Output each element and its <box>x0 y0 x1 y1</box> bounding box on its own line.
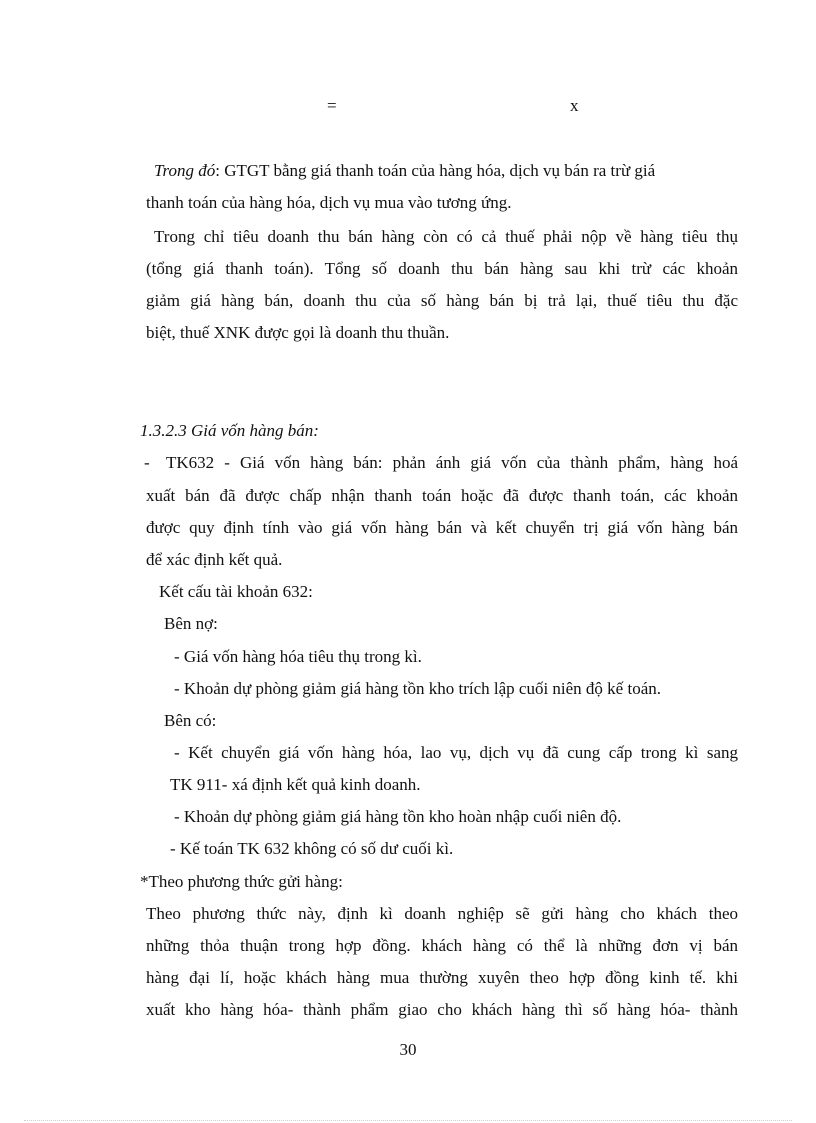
formula-equals: = <box>327 96 337 115</box>
paragraph-2-line-2: (tổng giá thanh toán). Tổng số doanh thu bán hàng sau khi trừ các khoản <box>146 259 738 278</box>
paragraph-1-line-1 <box>154 160 655 182</box>
paragraph-2-line-1: Trong chỉ tiêu doanh thu bán hàng còn có cả thuế phải nộp về hàng tiêu thụ <box>154 227 738 246</box>
shipping-line-3: hàng đại lí, hoặc khách hàng mua thường xuyên theo hợp đồng kinh tế. khi <box>146 968 738 987</box>
paragraph-1-line-2: thanh toán của hàng hóa, dịch vụ mua vào tương ứng. <box>146 193 512 212</box>
credit-item-2: - Khoản dự phòng giảm giá hàng tồn kho hoàn nhập cuối niên độ. <box>174 807 622 826</box>
page-number: 30 <box>399 1040 417 1059</box>
debit-item-2: - Khoản dự phòng giảm giá hàng tồn kho trích lập cuối niên độ kế toán. <box>174 679 661 698</box>
shipping-line-2: những thỏa thuận trong hợp đồng. khách hàng có thể là những đơn vị bán <box>146 936 738 955</box>
where-label: Trong đó <box>154 161 216 180</box>
credit-item-3: - Kế toán TK 632 không có số dư cuối kì. <box>170 839 454 858</box>
debit-item-1: - Giá vốn hàng hóa tiêu thụ trong kì. <box>174 647 422 666</box>
bullet-dash: - <box>144 453 150 472</box>
formula-times: x <box>570 96 579 115</box>
bullet-line-3: được quy định tính vào giá vốn hàng bán và kết chuyển trị giá vốn hàng bán <box>146 518 738 537</box>
shipping-line-4: xuất kho hàng hóa- thành phẩm giao cho khách hàng thì số hàng hóa- thành <box>146 1000 738 1019</box>
credit-item-1-line-1: - Kết chuyển giá vốn hàng hóa, lao vụ, dịch vụ đã cung cấp trong kì sang <box>174 743 738 762</box>
bullet-line-2: xuất bán đã được chấp nhận thanh toán hoặc đã được thanh toán, các khoản <box>146 486 738 505</box>
debit-label: Bên nợ: <box>164 614 218 633</box>
bullet-line-4: để xác định kết quả. <box>146 550 283 569</box>
structure-label: Kết cấu tài khoản 632: <box>159 582 313 601</box>
footer-divider <box>24 1120 792 1121</box>
credit-label: Bên có: <box>164 711 217 730</box>
paragraph-2-line-4: biệt, thuế XNK được gọi là doanh thu thuần. <box>146 323 450 342</box>
bullet-line-1: TK632 - Giá vốn hàng bán: phản ánh giá vốn của thành phẩm, hàng hoá <box>166 453 738 472</box>
paragraph-2-line-3: giảm giá hàng bán, doanh thu của số hàng bán bị trả lại, thuế tiêu thu đặc <box>146 291 738 310</box>
shipping-line-1: Theo phương thức này, định kì doanh nghiệp sẽ gửi hàng cho khách theo <box>146 904 738 923</box>
section-heading: 1.3.2.3 Giá vốn hàng bán: <box>140 421 319 440</box>
shipping-heading: *Theo phương thức gửi hàng: <box>140 872 343 891</box>
credit-item-1-line-2: TK 911- xá định kết quả kinh doanh. <box>170 775 421 794</box>
paragraph-1-line-1-text: : GTGT bằng giá thanh toán của hàng hóa, dịch vụ bán ra trừ giá <box>215 161 656 180</box>
